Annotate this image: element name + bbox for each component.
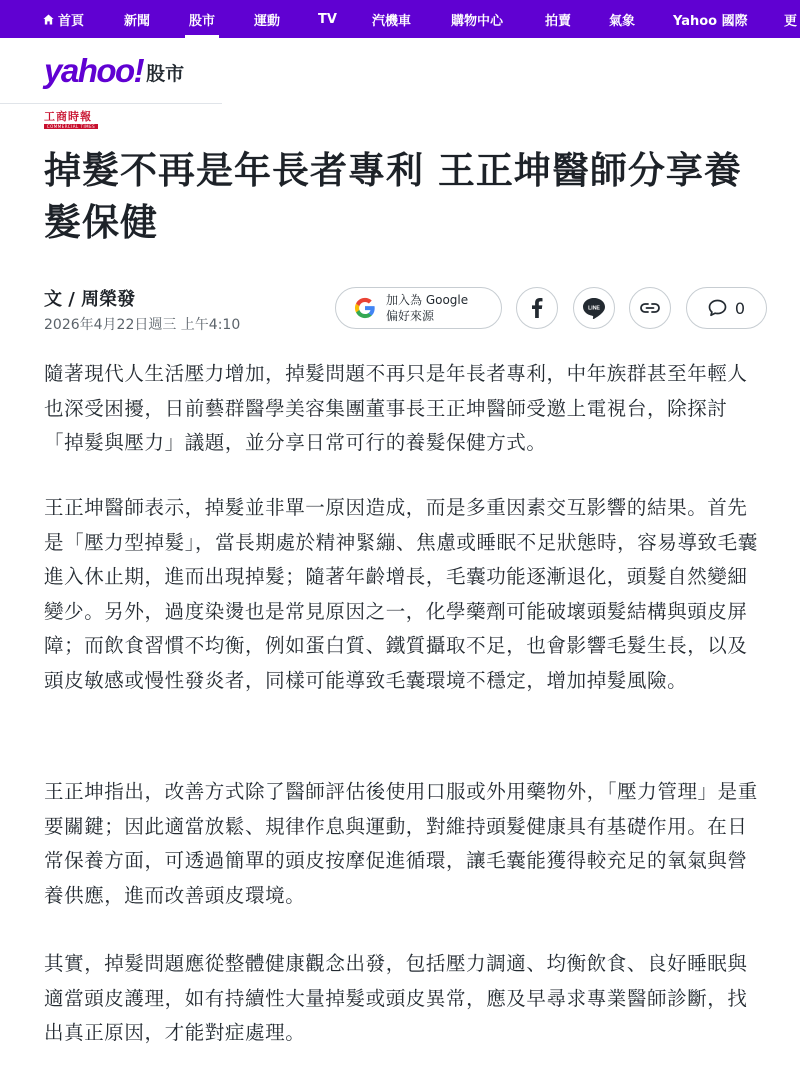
- facebook-icon: [531, 298, 543, 318]
- nav-item-stocks[interactable]: 股市: [189, 0, 215, 38]
- line-icon: [582, 297, 606, 320]
- brand-section: 股市: [146, 63, 185, 85]
- copy-link-button[interactable]: [629, 287, 671, 329]
- brand[interactable]: [44, 54, 184, 87]
- nav-item-auto[interactable]: 汽機車: [372, 13, 412, 29]
- provider-name: 工商時報: [44, 110, 92, 123]
- article-paragraph: 王正坤醫師表示，掉髮並非單一原因造成，而是多重因素交互影響的結果。首先是「壓力型掉髮」，當長期處於精神緊繃、焦慮或睡眠不足狀態時，容易導致毛囊進入休止期，進而出現掉髮；隨著年齡增長，毛囊功能逐漸退化，頭髮自然變細變少。另外，過度染燙也是常見原因之一，化學藥劑可能破壞頭髮結構與頭皮屏障；而飲食習慣不均衡，例如蛋白質、鐵質攝取不足，也會影響毛髮生長，以及頭皮敏感或慢性發炎者，同樣可能導致毛囊環境不穩定，增加掉髮風險。: [44, 496, 758, 692]
- google-preferred-source-button[interactable]: [335, 287, 502, 329]
- nav-item-auction[interactable]: 拍賣: [545, 13, 572, 29]
- line-share-button[interactable]: [573, 287, 615, 329]
- article-paragraph: 其實，掉髮問題應從整體健康觀念出發，包括壓力調適、均衡飲食、良好睡眠與適當頭皮護理，如有持續性大量掉髮或頭皮異常，應及早尋求專業醫師診斷，找出真正原因，才能對症處理。: [44, 952, 748, 1044]
- yahoo-logo[interactable]: yahoo!: [44, 52, 144, 89]
- comment-button[interactable]: [686, 287, 767, 329]
- article-author: 文 / 周榮發: [44, 289, 136, 310]
- brand-divider: [0, 103, 222, 104]
- provider-logo[interactable]: [44, 110, 98, 132]
- comment-count: 0: [734, 298, 746, 318]
- google-preferred-source-label: [386, 292, 468, 324]
- nav-item-sports[interactable]: 運動: [254, 13, 281, 29]
- link-icon: [640, 302, 660, 314]
- nav-item-news[interactable]: 新聞: [124, 13, 151, 29]
- top-nav: [0, 0, 800, 38]
- nav-item-home[interactable]: [43, 0, 84, 38]
- article-paragraph: 隨著現代人生活壓力增加，掉髮問題不再只是年長者專利，中年族群甚至年輕人也深受困擾，日前藝群醫學美容集團董事長王正坤醫師受邀上電視台，除探討「掉髮與壓力」議題，並分享日常可行的養髮保健方式。: [44, 362, 748, 454]
- google-icon: [354, 297, 376, 319]
- nav-item-tv[interactable]: TV: [318, 11, 337, 27]
- comment-icon: [708, 299, 727, 317]
- google-label-line1: 加入為 Google: [386, 293, 469, 307]
- provider-subbar: [44, 124, 98, 129]
- google-label-line2: 偏好來源: [386, 309, 435, 323]
- home-icon: [43, 14, 54, 25]
- facebook-share-button[interactable]: [516, 287, 558, 329]
- svg-text:LINE: LINE: [588, 304, 600, 311]
- article-title: 掉髮不再是年長者專利 王正坤醫師分享養髮保健: [44, 149, 742, 244]
- nav-item-weather[interactable]: 氣象: [609, 13, 636, 29]
- nav-item-more[interactable]: 更: [784, 13, 798, 29]
- nav-item-international[interactable]: Yahoo 國際: [673, 13, 748, 29]
- nav-item-shopping[interactable]: 購物中心: [451, 13, 504, 29]
- article-timestamp: 2026年4月22日週三 上午4:10: [44, 317, 241, 333]
- nav-item-label: 首頁: [58, 13, 85, 29]
- article-paragraph: 王正坤指出，改善方式除了醫師評估後使用口服或外用藥物外，「壓力管理」是重要關鍵；因此適當放鬆、規律作息與運動，對維持頭髮健康具有基礎作用。在日常保養方面，可透過簡單的頭皮按摩促進循環，讓毛囊能獲得較充足的氧氣與營養供應，進而改善頭皮環境。: [44, 780, 758, 907]
- provider-subname: COMMERCIAL TIMES: [46, 124, 96, 129]
